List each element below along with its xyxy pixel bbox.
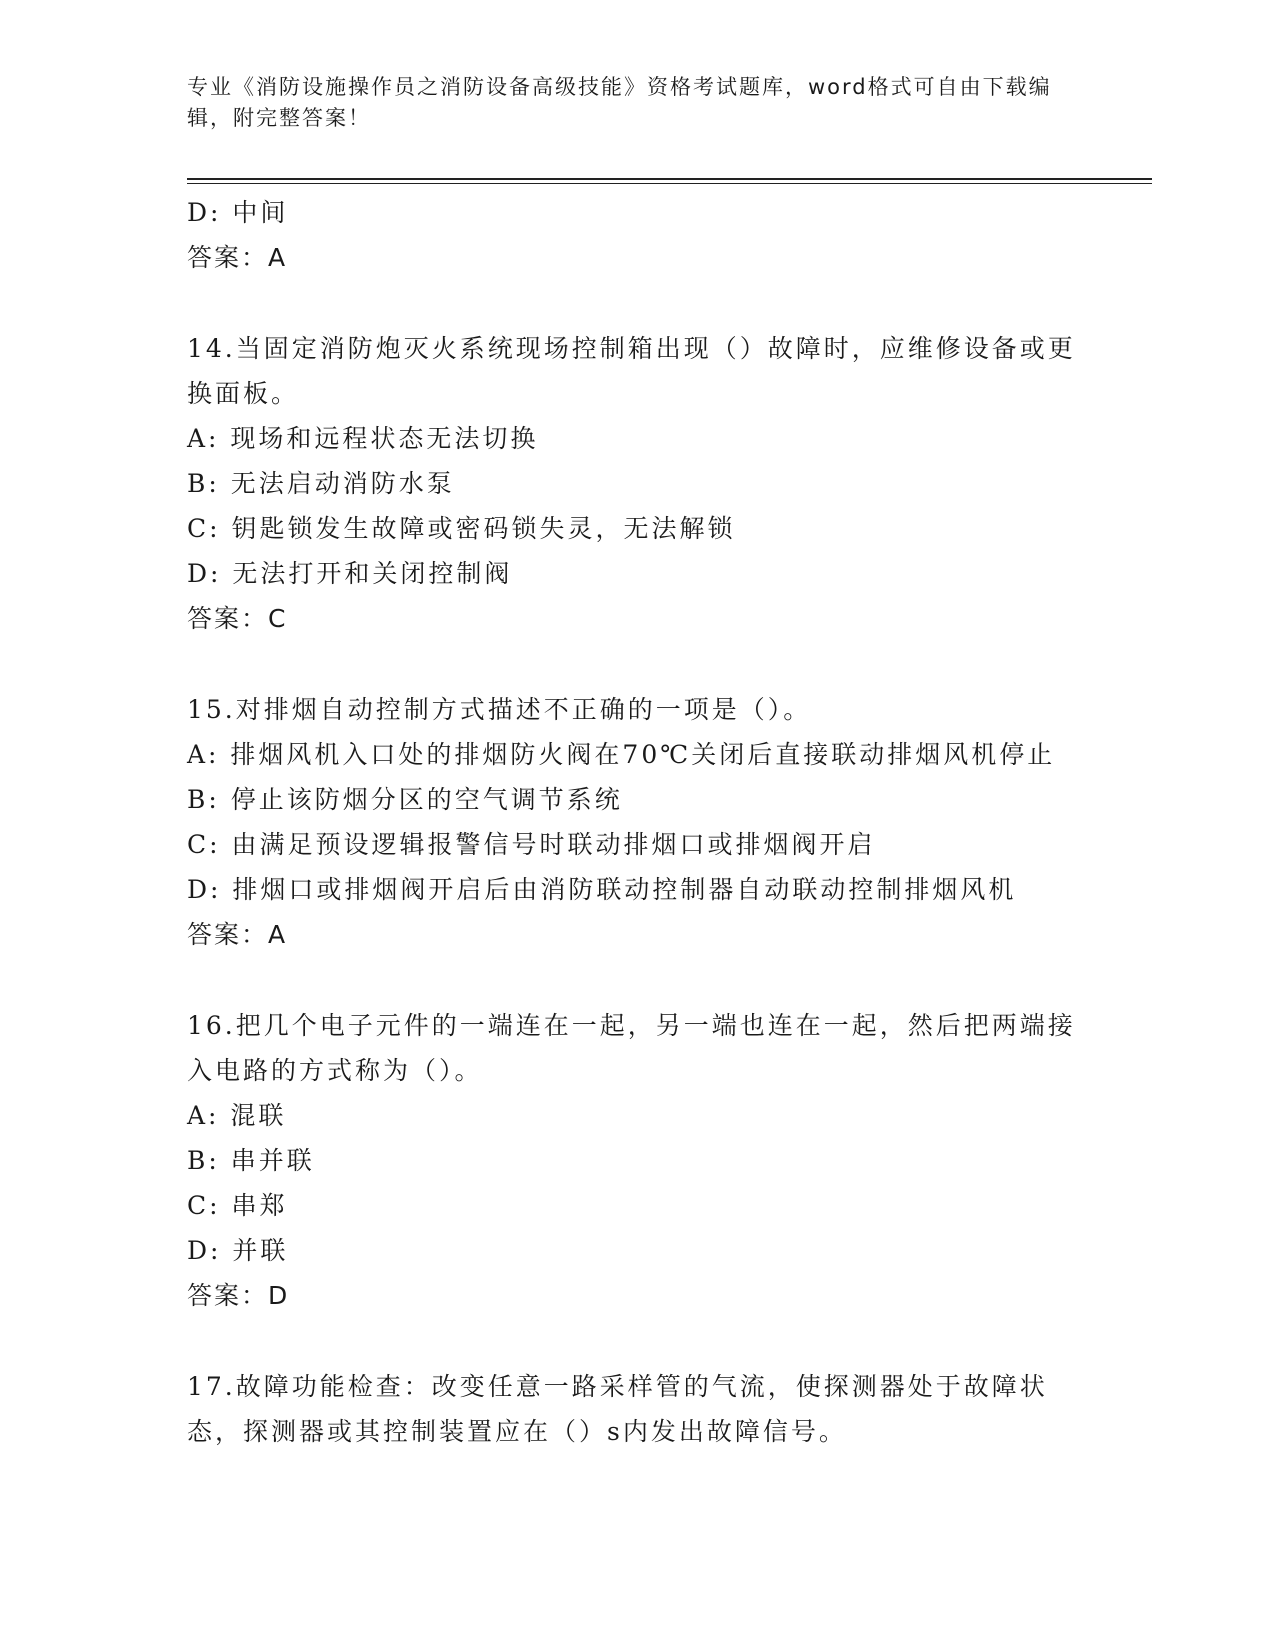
option-item: D: 中间 <box>187 198 289 227</box>
answer-line: 答案：A <box>187 243 288 272</box>
answer-line: 答案：A <box>187 920 288 949</box>
header-divider-thick <box>187 178 1152 180</box>
question-text: 15.对排烟自动控制方式描述不正确的一项是（）。 <box>187 695 812 724</box>
question-text: 14.当固定消防炮灭火系统现场控制箱出现（）故障时，应维修设备或更换面板。 <box>187 334 1076 408</box>
question-text: 17.故障功能检查：改变任意一路采样管的气流，使探测器处于故障状态，探测器或其控制装置应在（）s内发出故障信号。 <box>187 1372 1048 1446</box>
option-b: B: 无法启动消防水泵 <box>187 469 455 498</box>
option-a: A: 现场和远程状态无法切换 <box>187 424 539 453</box>
answer-line: 答案：C <box>187 604 288 633</box>
question-list <box>187 190 1087 1454</box>
option-d: D: 无法打开和关闭控制阀 <box>187 559 513 588</box>
option-c: C: 钥匙锁发生故障或密码锁失灵，无法解锁 <box>187 514 736 543</box>
option-c: C: 由满足预设逻辑报警信号时联动排烟口或排烟阀开启 <box>187 830 876 859</box>
option-c: C: 串郑 <box>187 1191 288 1220</box>
option-b: B: 停止该防烟分区的空气调节系统 <box>187 785 623 814</box>
header-divider-thin <box>187 183 1152 184</box>
option-d: D: 并联 <box>187 1236 289 1265</box>
option-a: A: 排烟风机入口处的排烟防火阀在70℃关闭后直接联动排烟风机停止 <box>187 740 1056 769</box>
question-17 <box>187 1364 1087 1454</box>
option-b: B: 串并联 <box>187 1146 315 1175</box>
answer-line: 答案：D <box>187 1281 290 1310</box>
option-d: D: 排烟口或排烟阀开启后由消防联动控制器自动联动控制排烟风机 <box>187 875 1017 904</box>
question-15 <box>187 687 1087 957</box>
question-14 <box>187 326 1087 641</box>
option-a: A: 混联 <box>187 1101 287 1130</box>
question-16 <box>187 1003 1087 1318</box>
page-header: 专业《消防设施操作员之消防设备高级技能》资格考试题库，word格式可自由下载编辑，附完整答案！ <box>187 75 1052 130</box>
question-text: 16.把几个电子元件的一端连在一起，另一端也连在一起，然后把两端接入电路的方式称为（）。 <box>187 1011 1076 1085</box>
carryover-block <box>187 190 1087 280</box>
